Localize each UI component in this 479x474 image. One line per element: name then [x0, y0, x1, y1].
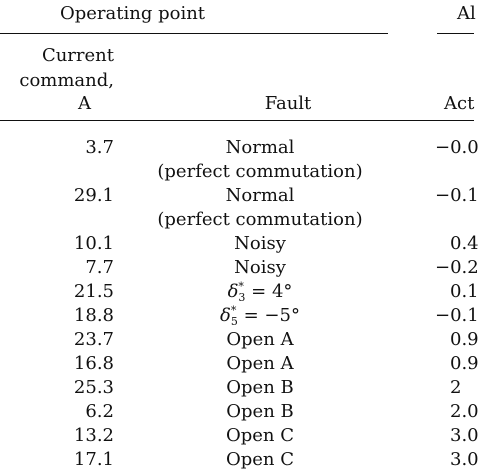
column-header-current-line2: command,: [19, 70, 114, 91]
group-header-operating-point: Operating point: [60, 3, 206, 24]
cell-fault: Noisy: [234, 233, 286, 254]
fault-subscript: 3: [238, 291, 246, 304]
cell-actual: −0.1: [435, 305, 479, 326]
cell-current-command: 16.8: [73, 353, 114, 374]
fault-symbol: δ: [227, 281, 239, 302]
fault-superscript: *: [238, 280, 244, 293]
column-header-current-line3: A: [78, 93, 91, 114]
cell-fault: Open B: [226, 377, 294, 398]
cell-actual: 3.0: [450, 449, 479, 470]
cell-actual: 2.0: [450, 401, 479, 422]
cell-actual: 0.1: [450, 281, 479, 302]
cell-actual: 0.9: [450, 353, 479, 374]
cell-fault: Normal: [225, 137, 295, 158]
cell-fault: Noisy: [234, 257, 286, 278]
cell-fault: Open C: [225, 425, 295, 446]
cell-fault: [228, 281, 293, 303]
cell-current-command: 29.1: [73, 185, 114, 206]
cell-actual: −0.2: [435, 257, 479, 278]
cell-actual: −0.1: [435, 185, 479, 206]
cell-fault: [220, 305, 300, 327]
cell-current-command: 7.7: [85, 257, 114, 278]
cell-fault: Open A: [226, 353, 294, 374]
cell-current-command: 21.5: [73, 281, 114, 302]
header-bottom-rule: [0, 120, 474, 121]
cell-fault-line2: (perfect commutation): [157, 161, 363, 182]
cell-current-command: 13.2: [73, 425, 114, 446]
cell-current-command: 6.2: [85, 401, 114, 422]
cell-fault: Open A: [226, 329, 294, 350]
fault-subscript: 5: [230, 315, 238, 328]
right-group-rule: [437, 33, 474, 34]
cell-actual: 0.9: [450, 329, 479, 350]
cell-fault: Open C: [225, 449, 295, 470]
fault-symbol: δ: [220, 305, 231, 326]
fault-equation: = 4°: [245, 281, 293, 302]
cell-actual: −0.0: [435, 137, 479, 158]
operating-point-group-rule: [0, 33, 388, 34]
column-header-actual-partial: Act: [444, 93, 475, 114]
cell-current-command: 23.7: [73, 329, 114, 350]
cell-current-command: 10.1: [73, 233, 114, 254]
cell-fault: Normal: [225, 185, 295, 206]
cell-actual: 2: [450, 377, 462, 398]
fault-superscript: *: [230, 304, 237, 317]
fault-equation: = −5°: [237, 305, 300, 326]
column-header-fault: Fault: [264, 93, 312, 114]
cell-actual: 3.0: [450, 425, 479, 446]
cell-current-command: 18.8: [73, 305, 114, 326]
group-header-right-partial: Al: [457, 3, 476, 24]
cell-current-command: 25.3: [73, 377, 114, 398]
cell-current-command: 17.1: [73, 449, 114, 470]
cell-fault: Open B: [226, 401, 294, 422]
cell-fault-line2: (perfect commutation): [157, 209, 363, 230]
cell-current-command: 3.7: [85, 137, 114, 158]
cell-actual: 0.4: [450, 233, 479, 254]
column-header-current-line1: Current: [41, 45, 114, 66]
